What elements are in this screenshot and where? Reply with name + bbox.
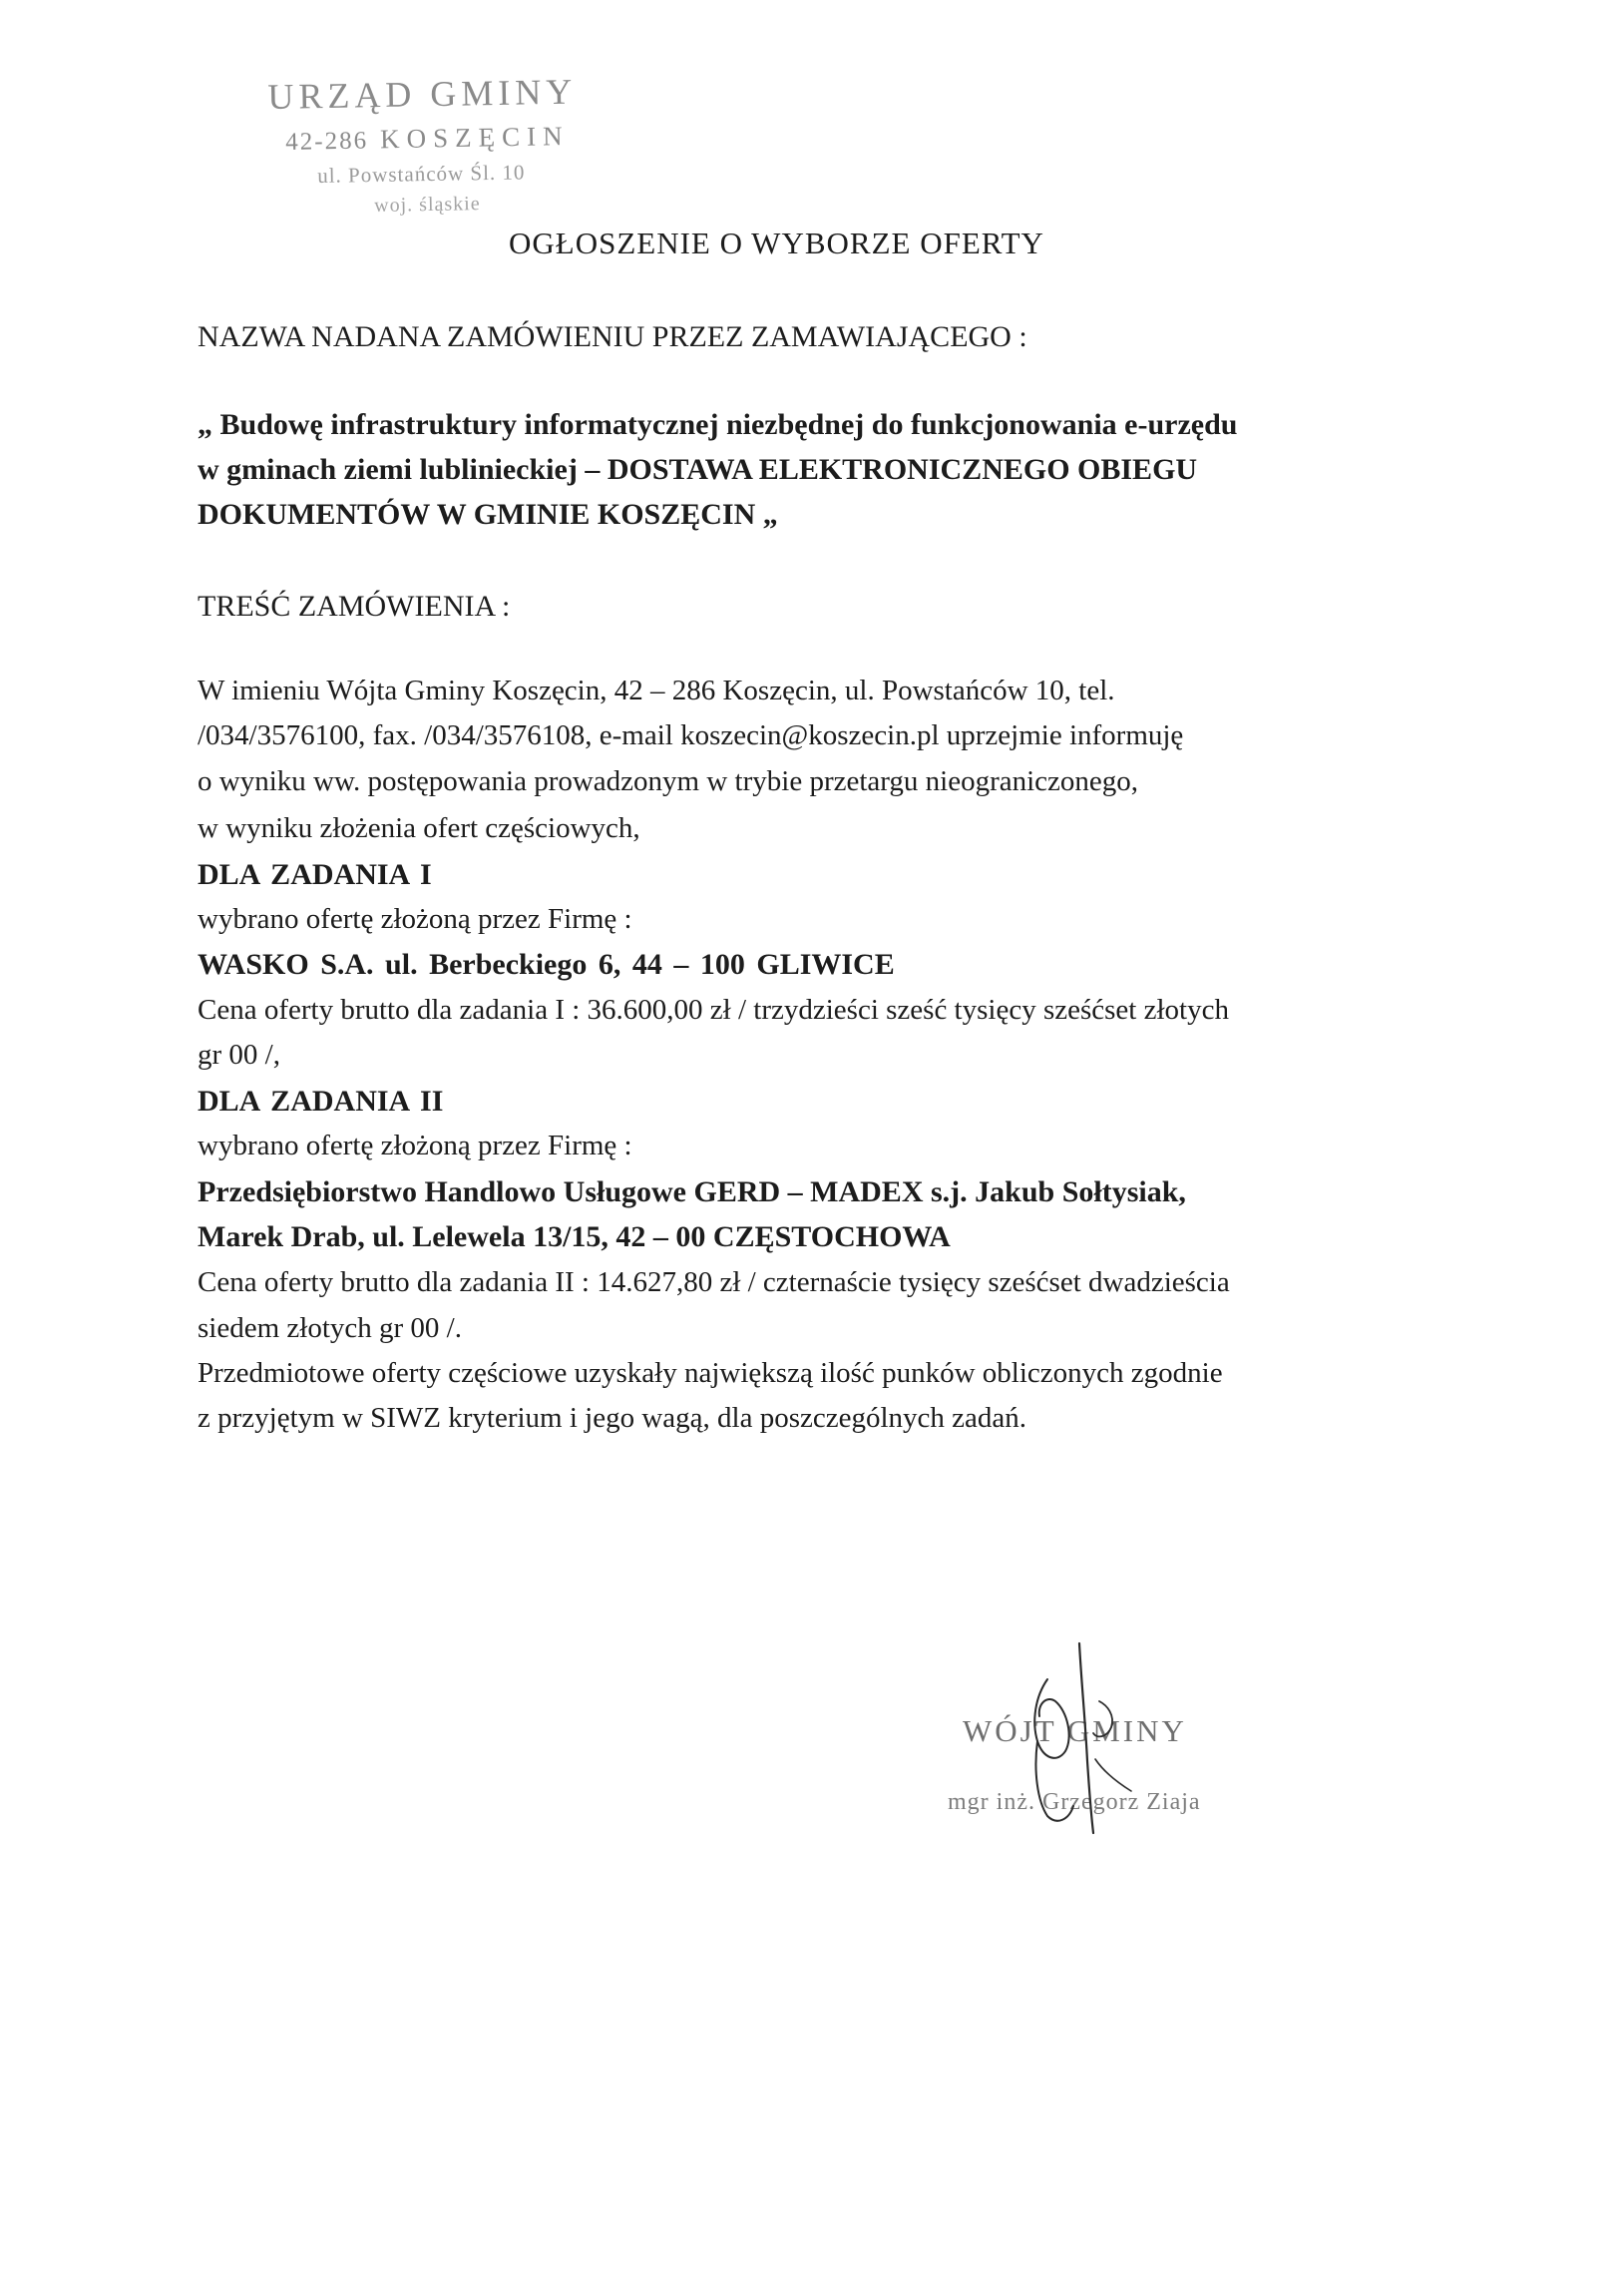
order-name-line-3: DOKUMENTÓW W GMINIE KOSZĘCIN „ bbox=[198, 498, 778, 531]
content-label: TREŚĆ ZAMÓWIENIA : bbox=[198, 590, 511, 623]
task-2-price-line-1: Cena oferty brutto dla zadania II : 14.627,80 zł / czternaście tysięcy sześćset dwadzieścia bbox=[198, 1266, 1230, 1298]
task-2-company-line-1: Przedsiębiorstwo Handlowo Usługowe GERD – MADEX s.j. Jakub Sołtysiak, bbox=[198, 1175, 1186, 1208]
task-2-heading: DLA ZADANIA II bbox=[198, 1085, 444, 1118]
signature-title: WÓJT GMINY bbox=[963, 1713, 1187, 1748]
order-name-label: NAZWA NADANA ZAMÓWIENIU PRZEZ ZAMAWIAJĄCEGO : bbox=[198, 320, 1027, 353]
task-1-company: WASKO S.A. ul. Berbeckiego 6, 44 – 100 GLIWICE bbox=[198, 948, 895, 981]
office-stamp-postcode-town bbox=[285, 121, 570, 157]
intro-line-1: W imieniu Wójta Gminy Koszęcin, 42 – 286 Koszęcin, ul. Powstańców 10, tel. bbox=[198, 675, 1115, 706]
intro-line-3: o wyniku ww. postępowania prowadzonym w trybie przetargu nieograniczonego, bbox=[198, 765, 1139, 797]
stamp-postcode: 42-286 bbox=[285, 127, 369, 156]
handwritten-signature bbox=[1008, 1641, 1137, 1836]
document-title: OGŁOSZENIE O WYBORZE OFERTY bbox=[509, 226, 1044, 260]
task-1-price-line-1: Cena oferty brutto dla zadania I : 36.600,00 zł / trzydzieści sześć tysięcy sześćset złotych bbox=[198, 994, 1229, 1026]
office-stamp-name: URZĄD GMINY bbox=[267, 71, 578, 117]
office-stamp-street: ul. Powstańców Śl. 10 bbox=[317, 160, 526, 188]
office-stamp-voivodeship: woj. śląskie bbox=[374, 193, 481, 217]
task-2-chosen-label: wybrano ofertę złożoną przez Firmę : bbox=[198, 1130, 632, 1161]
order-name-line-2: w gminach ziemi lublinieckiej – DOSTAWA ELEKTRONICZNEGO OBIEGU bbox=[198, 453, 1198, 486]
order-name-line-1: „ Budowę infrastruktury informatycznej niezbędnej do funkcjonowania e-urzędu bbox=[198, 408, 1238, 441]
task-1-price-line-2: gr 00 /, bbox=[198, 1039, 280, 1071]
intro-line-4: w wyniku złożenia ofert częściowych, bbox=[198, 812, 640, 844]
stamp-town: KOSZĘCIN bbox=[379, 121, 570, 155]
task-2-company-line-2: Marek Drab, ul. Lelewela 13/15, 42 – 00 CZĘSTOCHOWA bbox=[198, 1220, 951, 1253]
task-2-price-line-2: siedem złotych gr 00 /. bbox=[198, 1312, 462, 1344]
intro-line-2: /034/3576100, fax. /034/3576108, e-mail koszecin@koszecin.pl uprzejmie informuję bbox=[198, 719, 1184, 751]
signature-name: mgr inż. Grzegorz Ziaja bbox=[948, 1789, 1201, 1815]
task-1-heading: DLA ZADANIA I bbox=[198, 858, 432, 891]
closing-line-2: z przyjętym w SIWZ kryterium i jego wagą, dla poszczególnych zadań. bbox=[198, 1402, 1027, 1434]
closing-line-1: Przedmiotowe oferty częściowe uzyskały największą ilość punków obliczonych zgodnie bbox=[198, 1357, 1223, 1389]
task-1-chosen-label: wybrano ofertę złożoną przez Firmę : bbox=[198, 903, 632, 935]
